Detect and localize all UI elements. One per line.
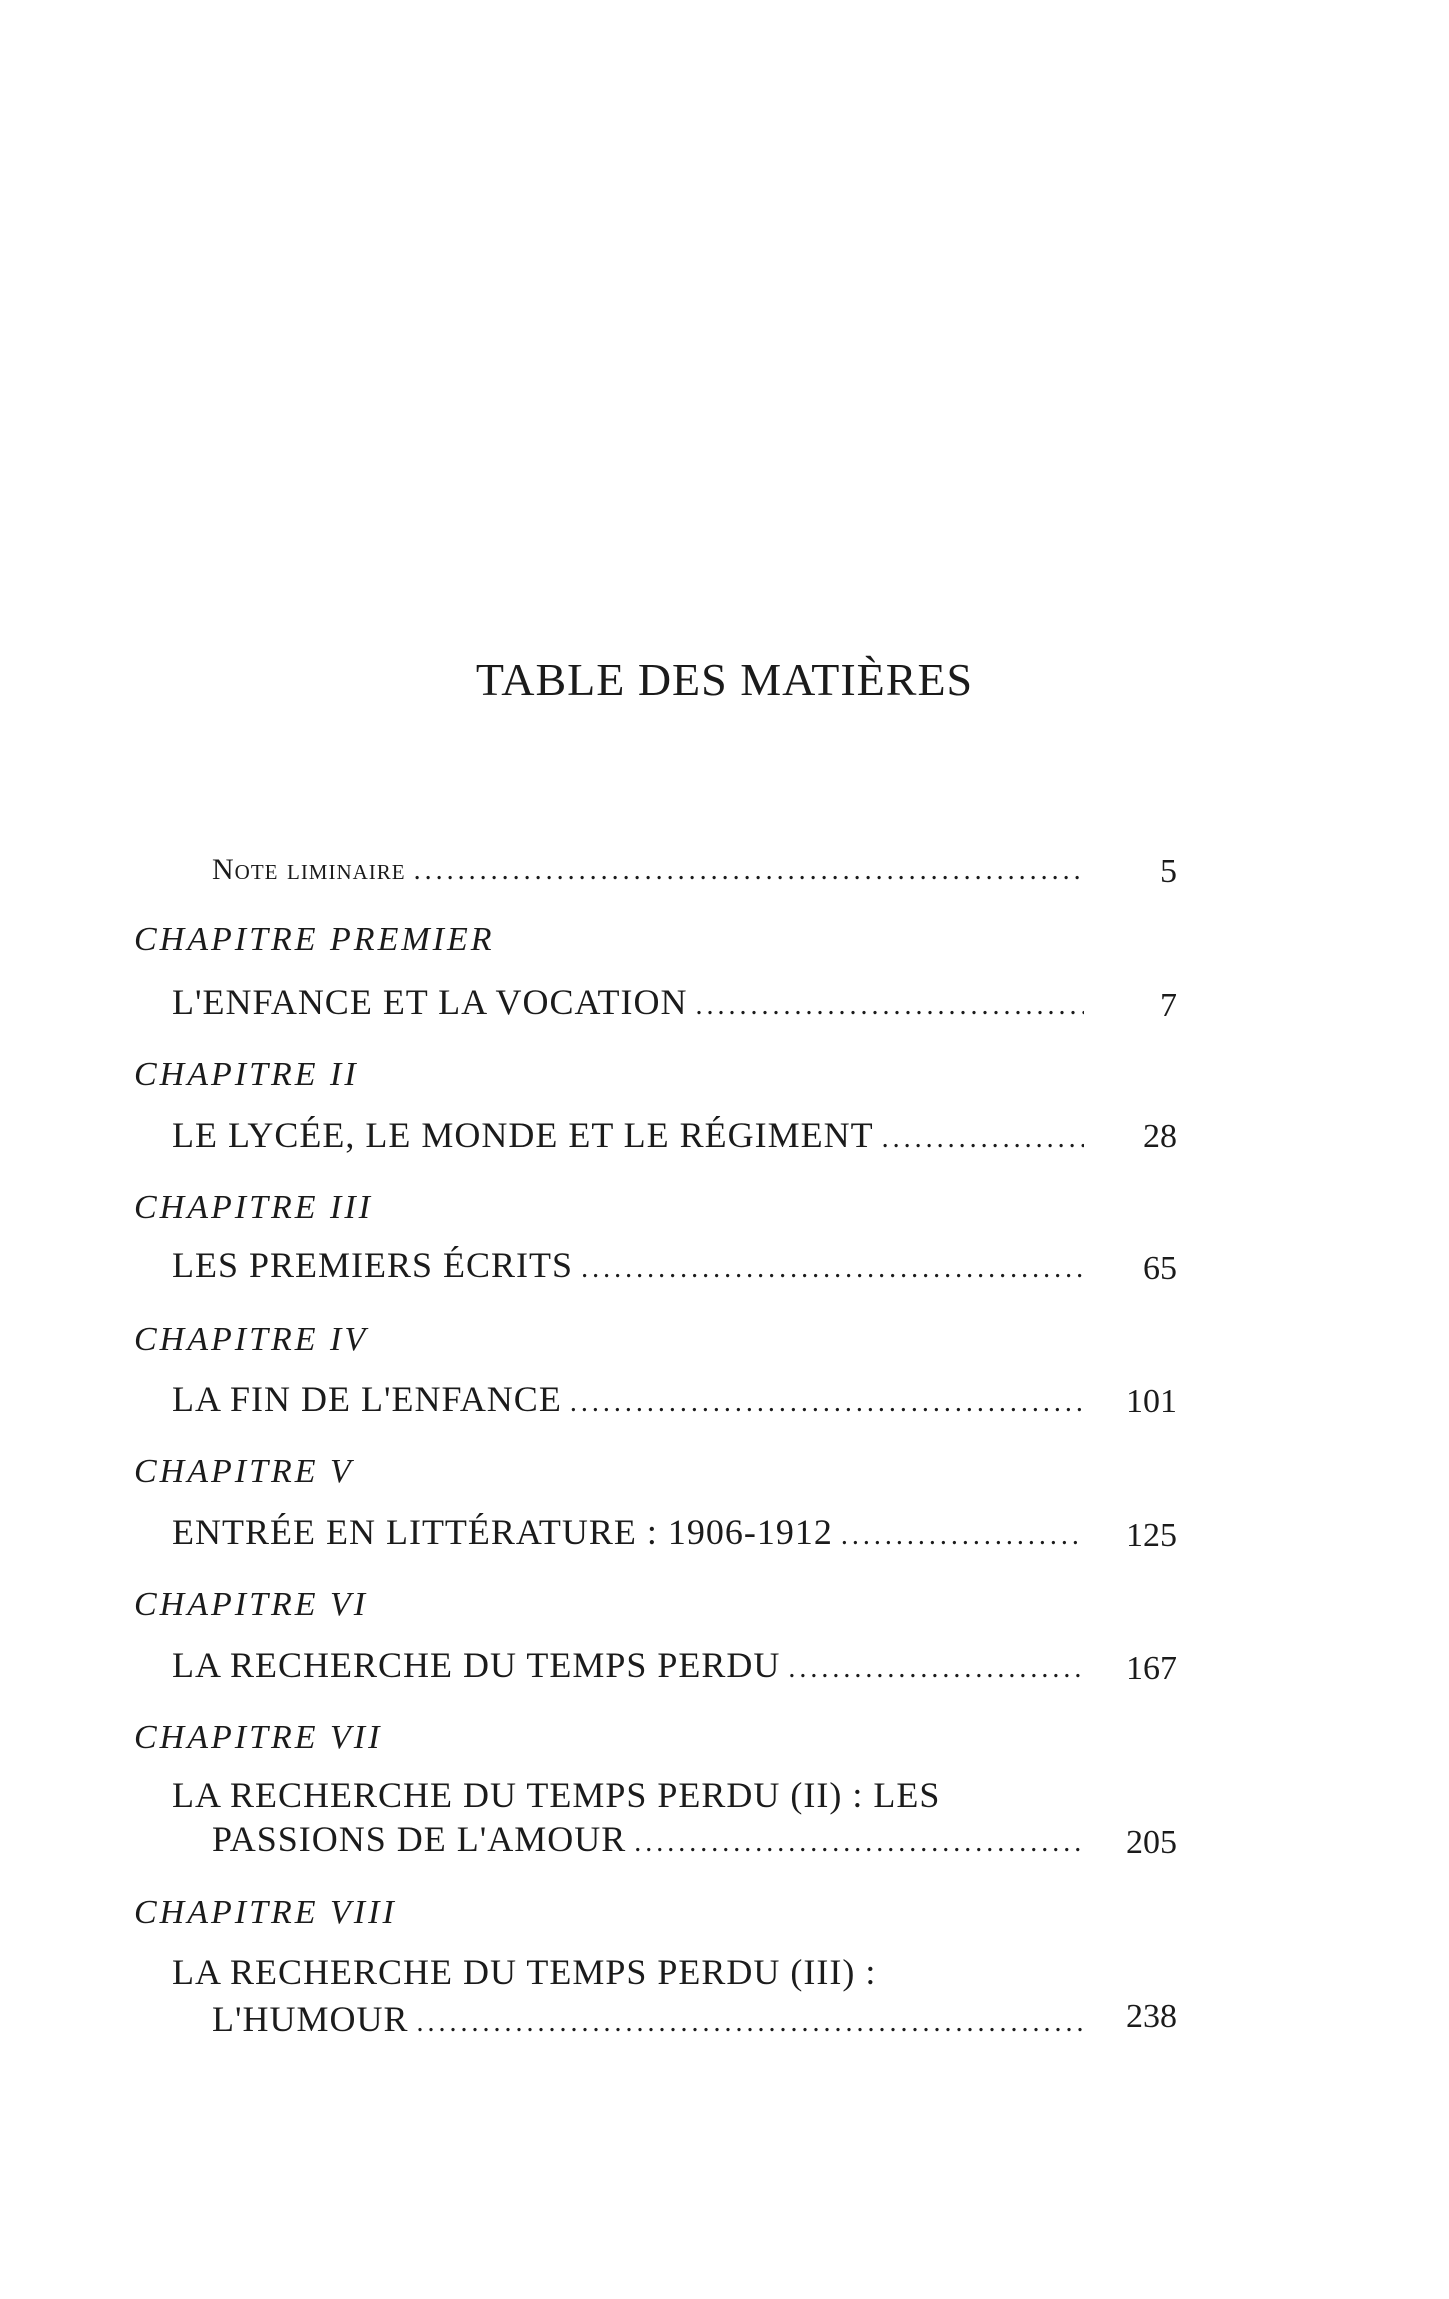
toc-entry-label: L'ENFANCE ET LA VOCATION	[172, 982, 688, 1022]
toc-entry-label: LA FIN DE L'ENFANCE	[172, 1379, 562, 1419]
chapter-heading: CHAPITRE PREMIER	[134, 921, 495, 958]
toc-page-number: 101	[1126, 1383, 1177, 1420]
toc-entry-label-continued: PASSIONS DE L'AMOUR	[212, 1819, 627, 1859]
leader-dots	[882, 1117, 1084, 1161]
toc-page-number: 125	[1126, 1517, 1177, 1554]
toc-page-number: 65	[1143, 1250, 1177, 1287]
chapter-heading: CHAPITRE III	[134, 1189, 374, 1226]
toc-entry	[172, 1113, 1092, 1161]
toc-entry	[172, 1377, 1092, 1425]
leader-dots	[570, 1381, 1084, 1425]
toc-entry-label: LES PREMIERS ÉCRITS	[172, 1245, 574, 1285]
toc-entry	[212, 1817, 1092, 1865]
leader-dots	[581, 1247, 1084, 1291]
leader-dots	[788, 1647, 1084, 1691]
toc-entry	[172, 1643, 1092, 1691]
leader-dots	[414, 849, 1084, 893]
toc-page-number: 5	[1160, 853, 1177, 890]
toc-entry-label: LA RECHERCHE DU TEMPS PERDU (III) :	[172, 1952, 877, 1992]
toc-page-number: 167	[1126, 1650, 1177, 1687]
toc-entry-label: ENTRÉE EN LITTÉRATURE : 1906-1912	[172, 1512, 833, 1552]
chapter-heading: CHAPITRE VIII	[134, 1894, 397, 1931]
leader-dots	[417, 2001, 1085, 2045]
toc-page-number: 28	[1143, 1118, 1177, 1155]
toc-entry-label: LA RECHERCHE DU TEMPS PERDU	[172, 1645, 781, 1685]
toc-page-number: 238	[1126, 1998, 1177, 2035]
toc-entry-note	[212, 848, 1092, 893]
leader-dots	[841, 1514, 1084, 1558]
toc-entry	[172, 980, 1092, 1028]
toc-entry-label: LA RECHERCHE DU TEMPS PERDU (II) : LES	[172, 1775, 941, 1815]
toc-entry-label: LE LYCÉE, LE MONDE ET LE RÉGIMENT	[172, 1115, 874, 1155]
toc-entry-label: Note liminaire	[212, 853, 406, 886]
leader-dots	[695, 984, 1084, 1028]
toc-entry	[212, 1997, 1092, 2045]
toc-page-number: 7	[1160, 987, 1177, 1024]
toc-entry	[172, 1510, 1092, 1558]
chapter-heading: CHAPITRE IV	[134, 1321, 369, 1358]
toc-entry	[172, 1243, 1092, 1291]
chapter-heading: CHAPITRE VII	[134, 1719, 383, 1756]
page-title: TABLE DES MATIÈRES	[475, 654, 974, 705]
toc-page-number: 205	[1126, 1824, 1177, 1861]
toc-entry-label-continued: L'HUMOUR	[212, 1999, 409, 2039]
chapter-heading: CHAPITRE V	[134, 1453, 354, 1490]
chapter-heading: CHAPITRE VI	[134, 1586, 369, 1623]
leader-dots	[634, 1821, 1084, 1865]
chapter-heading: CHAPITRE II	[134, 1056, 359, 1093]
